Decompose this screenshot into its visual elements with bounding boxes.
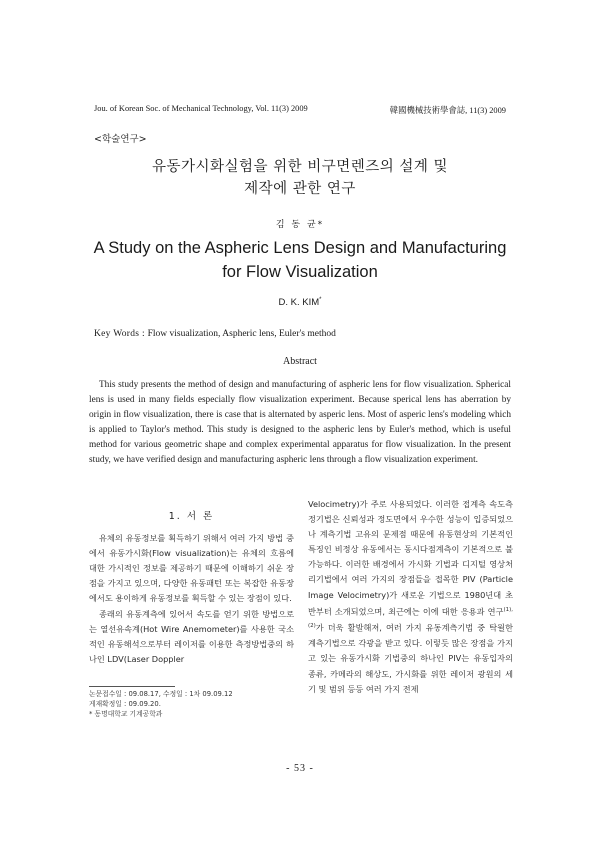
left-column <box>89 497 294 667</box>
journal-citation-en: Jou. of Korean Soc. of Mechanical Technology, Vol. 11(3) 2009 <box>94 104 308 113</box>
abstract-heading: Abstract <box>283 356 317 367</box>
keywords-label: Key Words : <box>94 329 148 339</box>
citation-1-2: (1),(2) <box>308 606 513 630</box>
running-head <box>94 104 506 116</box>
article-category: <학술연구> <box>94 134 147 145</box>
keywords-value: Flow visualization, Aspheric lens, Euler's method <box>147 329 336 339</box>
journal-citation-ko: 韓國機械技術學會誌, 11(3) 2009 <box>389 106 506 115</box>
footnote-accepted: 게재확정일 : 09.09.20. <box>89 700 161 709</box>
footnotes <box>89 689 294 720</box>
english-title-line-2: for Flow Visualization <box>222 263 378 281</box>
english-title <box>0 236 600 284</box>
abstract-body: This study presents the method of design and manufacturing of aspheric lens for flow visualization. Spherical lens is used in many fields especially flow visualization experiment. Because sperical lens has aberration by origin in flow visualization, there is case that is alternated by asperic lens. Most of asperic lens's modeling which is applied to Taylor's method. This study is designed to the aspheric lens by Euler's method, which is useful method for various geometric shape and complex experimental apparatus for flow visualization. In the present study, we have verified design and manufacturing aspheric lens through a flow visualization experiment. <box>89 380 511 465</box>
footnote-received: 논문접수일 : 09.08.17, 수정일 : 1차 09.09.12 <box>89 690 233 698</box>
page-number: - 53 - <box>286 763 314 774</box>
footnote-affiliation: * 동명대학교 기계공학과 <box>89 710 163 719</box>
intro-paragraph-2-continued <box>308 497 513 697</box>
english-author <box>0 297 600 308</box>
english-title-line-1: A Study on the Aspheric Lens Design and Manufacturing <box>93 239 507 257</box>
korean-title-line-2: 제작에 관한 연구 <box>244 181 356 197</box>
intro-text-part-1: Velocimetry)가 주로 사용되었다. 이러한 접계측 속도측정기법은 신뢰성과 정도면에서 우수한 성능이 입증되었으나 계측기법 고유의 문제점 때문에 유동현상의 기본적인 특징인 비정상 유동에서는 동시다점계측이 기본적으로 불가능하다. 이러한 배경에서 가시화 기법과 디지털 영상처리기법에서 여러 가지의 장점들을 접목한 PIV (Particle Image Velocimetry)가 새로운 기법으로 1980년대 초반부터 소개되었으며, 최근에는 이에 대한 응용과 연구 <box>308 499 513 617</box>
author-footnote-mark: * <box>319 297 322 303</box>
intro-paragraph-1: 유체의 유동정보를 획득하기 위해서 여러 가지 방법 중에서 유동가시화(Flow visualization)는 유체의 흐름에 대한 가시적인 정보를 제공하기 때문에 이해하기 쉬운 장점을 가지고 있으며, 다양한 유동패턴 또는 복잡한 유동장에서도 용이하게 유동정보를 획득할 수 있는 장점이 있다. <box>89 533 294 604</box>
english-author-name: D. K. KIM <box>278 297 320 309</box>
korean-title <box>0 156 600 200</box>
section-heading-introduction: 1. 서 론 <box>168 511 215 522</box>
intro-text-part-2: 가 더욱 활발해져, 여러 가지 유동계측기법 중 탁월한 계측기법으로 각광을 받고 있다. 이렇듯 많은 장점을 가지고 있는 유동가시화 기법중의 하나인 PIV는 유동입자의 종류, 카메라의 해상도, 가시화를 위한 레이저 광원의 세기 및 범위 등등 여러 가지 전제 <box>308 623 513 694</box>
right-column <box>308 497 513 697</box>
korean-author: 김 동 균* <box>275 220 325 230</box>
intro-paragraph-2: 종래의 유동계측에 있어서 속도를 얻기 위한 방법으로는 열선유속계(Hot Wire Anemometer)를 사용한 국소적인 유동해석으로부터 레이저를 이용한 측정방법중의 하나인 LDV(Laser Doppler <box>89 608 294 664</box>
footnote-divider <box>89 686 175 687</box>
keywords <box>94 329 336 339</box>
korean-title-line-1: 유동가시화실험을 위한 비구면렌즈의 설계 및 <box>151 159 449 175</box>
